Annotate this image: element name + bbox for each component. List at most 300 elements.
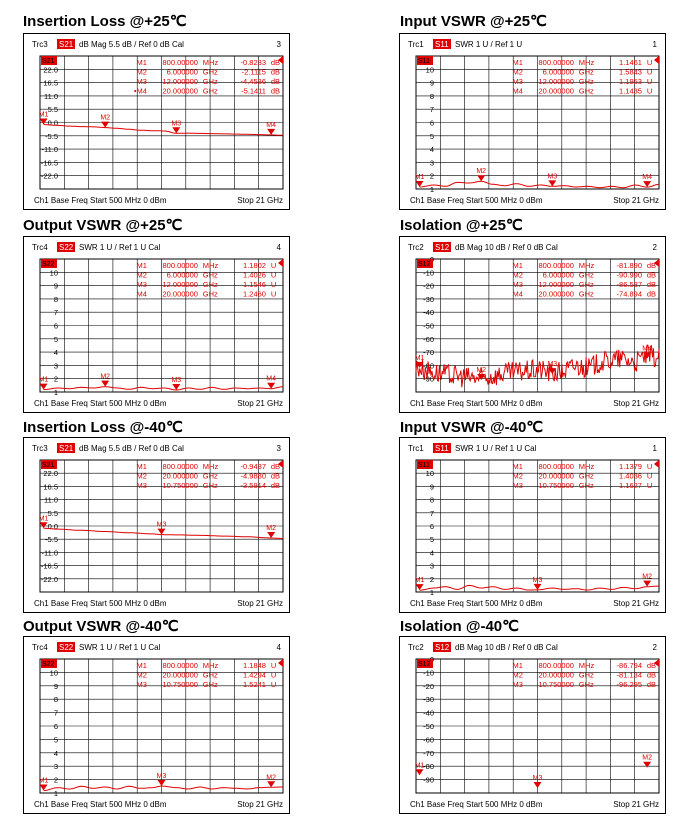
y-tick-label: -16.5 [40,561,58,571]
trace-label: Trc3 [32,444,48,453]
marker-table-cell: GHz [578,481,594,490]
marker-table-cell: -4.9880 [240,471,266,481]
chart-svg [400,34,665,209]
trace-label: Trc4 [32,643,48,652]
ref-label: S22 [42,261,55,268]
y-tick-label: -90 [423,775,434,785]
y-tick-label: 9 [429,78,434,88]
param-label: S21 [59,444,74,453]
y-tick-label: -22.0 [40,574,58,584]
footer-stop: Stop 21 GHz [613,196,659,205]
marker-label: M2 [476,367,487,375]
y-tick-label: 3 [53,762,58,772]
y-tick-label: -80 [423,762,434,772]
marker-table-cell: GHz [578,289,594,299]
marker-table-cell: M1 [136,462,147,471]
marker-table-cell: U [270,270,277,280]
marker-table-cell: 1.1627 [619,481,642,490]
y-tick-label: -60 [423,735,434,745]
marker-m3 [534,584,542,590]
marker-table-cell: M4 [512,289,523,299]
marker-table-cell: M1 [136,661,147,670]
marker-table-cell: dB [646,289,657,299]
y-tick-label: -10 [423,268,434,278]
y-tick-label: -50 [423,722,434,731]
trace-line [44,125,283,136]
footer-start: Ch1 Base Freq Start 500 MHz 0 dBm [410,800,543,809]
marker-table-cell: dB [646,261,657,270]
y-tick-label: 5.5 [47,508,58,518]
marker-label: M1 [414,577,425,585]
ref-arrow [278,259,283,267]
marker-table-cell: 1.1461 [619,58,642,67]
marker-m4 [643,181,651,187]
trace-label: Trc2 [408,643,424,652]
marker-table-cell: M3 [512,481,523,490]
chart-svg [24,637,289,813]
marker-table-cell: M1 [512,661,523,670]
y-tick-label: 8 [429,495,434,505]
marker-m1 [40,522,48,528]
chart-svg [24,237,289,412]
marker-table-cell: 20.000000 [162,86,198,96]
marker-m3 [172,384,180,390]
marker-table-cell: U [646,471,653,481]
y-tick-label: 22.0 [43,65,58,75]
y-tick-label: 4 [429,548,434,558]
marker-table-cell: 6.000000 [166,270,198,280]
y-tick-label: 2 [429,171,434,181]
y-tick-label: 1 [429,185,434,194]
marker-table-cell: •M4 [133,86,147,96]
chart-isolation-m40 [399,636,666,814]
channel-index: 4 [276,243,281,252]
trace-label: Trc1 [408,40,424,49]
marker-table-cell: -86.794 [616,661,642,670]
y-tick-label: -20 [423,281,434,291]
marker-table-cell: GHz [202,86,218,96]
marker-m4 [267,383,275,389]
marker-table-cell: 1.4294 [243,670,266,680]
param-label: S21 [59,40,74,49]
y-tick-label: -70 [423,348,434,358]
marker-label: M1 [38,111,49,119]
y-tick-label: 5 [53,735,58,745]
ref-label: S11 [418,462,430,469]
marker-table-cell: -96.295 [616,680,642,689]
channel-index: 1 [652,40,657,49]
marker-table-cell: 20.000000 [538,86,574,96]
marker-table-cell: 6.000000 [542,67,574,77]
y-tick-label: 22.0 [43,469,58,479]
marker-table-cell: M4 [512,86,523,96]
marker-m4 [267,129,275,135]
y-tick-label: -40 [423,308,434,318]
marker-table-cell: dB [270,77,281,86]
marker-table-cell: dB [646,661,657,670]
y-tick-label: 11.0 [43,91,58,101]
param-label: S22 [59,643,74,652]
footer-stop: Stop 21 GHz [613,599,659,608]
marker-m1 [416,584,424,590]
y-tick-label: -30 [423,294,434,304]
y-tick-label: 9 [429,482,434,492]
channel-index: 2 [652,243,657,252]
marker-table-cell: 6.000000 [542,270,574,280]
marker-table-cell: dB [270,67,281,77]
marker-table-cell: 800.00000 [162,261,198,270]
marker-m2 [267,781,275,787]
marker-label: M3 [532,576,543,584]
marker-label: M1 [38,515,49,523]
marker-label: M4 [266,375,277,383]
marker-label: M1 [38,376,49,384]
marker-table-cell: MHz [202,58,219,67]
y-tick-label: 0.0 [47,118,58,128]
trace-label: Trc2 [408,243,424,252]
marker-table-cell: MHz [578,261,595,270]
y-tick-label: 8 [53,695,58,705]
footer-stop: Stop 21 GHz [237,800,283,809]
marker-table-cell: 1.1802 [243,261,266,270]
marker-table-cell: M1 [136,58,147,67]
footer-stop: Stop 21 GHz [237,399,283,408]
marker-table-cell: -74.894 [616,289,642,299]
y-tick-label: 6 [429,118,434,128]
y-tick-label: 11.0 [43,495,58,505]
y-tick-label: -50 [423,321,434,331]
marker-table-cell: -90.990 [616,270,642,280]
y-tick-label: -20 [423,681,434,691]
panel-title-insertion-loss-25: Insertion Loss @+25℃ [23,13,187,30]
y-tick-label: -30 [423,695,434,705]
marker-label: M3 [547,361,558,369]
marker-table-cell: U [646,86,653,96]
header-settings: SWR 1 U / Ref 1 U Cal [455,444,537,453]
chart-output-vswr-m40 [23,636,290,814]
marker-m3 [158,780,166,786]
marker-table-cell: M3 [136,680,147,689]
header-settings: dB Mag 10 dB / Ref 0 dB Cal [455,243,558,252]
y-tick-label: -11.0 [41,145,58,155]
chart-input-vswr-25 [399,33,666,210]
header-settings: dB Mag 5.5 dB / Ref 0 dB Cal [79,444,184,453]
y-tick-label: -5.5 [45,131,58,141]
trace-line [44,387,283,390]
y-tick-label: 2 [429,574,434,584]
trace-label: Trc4 [32,243,48,252]
marker-table-cell: 1.1379 [619,462,642,471]
marker-table-cell: M2 [512,471,523,481]
y-tick-label: -80 [423,361,434,371]
marker-label: M2 [100,114,111,122]
param-label: S12 [435,243,450,252]
y-tick-label: -40 [423,708,434,718]
marker-table-cell: 1.4036 [619,471,642,481]
header-settings: dB Mag 10 dB / Ref 0 dB Cal [455,643,558,652]
y-tick-label: -10 [423,668,434,678]
marker-table-cell: 1.1848 [243,661,266,670]
marker-table-cell: 800.00000 [538,58,574,67]
marker-table-cell: 20.000000 [162,289,198,299]
marker-table-cell: 1.1546 [243,280,266,289]
ref-label: S21 [42,58,55,65]
ref-arrow [654,460,659,468]
marker-m1 [416,181,424,187]
channel-index: 4 [276,643,281,652]
marker-table-cell: -0.8233 [240,58,266,67]
marker-table-cell: M2 [136,670,147,680]
marker-label: M1 [414,762,425,770]
marker-table-cell: GHz [578,67,594,77]
marker-table-cell: GHz [202,270,218,280]
marker-table-cell: -81.134 [616,670,642,680]
y-tick-label: 3 [53,361,58,371]
marker-table-cell: dB [270,481,281,490]
panel-title-output-vswr-25: Output VSWR @+25℃ [23,217,183,234]
marker-table-cell: M2 [136,67,147,77]
marker-table-cell: GHz [578,86,594,96]
footer-start: Ch1 Base Freq Start 500 MHz 0 dBm [410,399,543,408]
marker-table-cell: U [270,280,277,289]
header-settings: SWR 1 U / Ref 1 U Cal [79,643,161,652]
ref-label: S12 [418,661,431,668]
marker-table-cell: GHz [578,471,594,481]
y-tick-label: 5 [429,535,434,545]
y-tick-label: 6 [53,321,58,331]
marker-table-cell: M2 [512,67,523,77]
marker-label: M4 [642,345,653,353]
marker-table-cell: M1 [512,462,523,471]
marker-label: M3 [171,120,182,128]
trace-line [420,181,659,187]
y-tick-label: 16.5 [43,482,58,492]
y-tick-label: 8 [53,294,58,304]
y-tick-label: 3 [429,158,434,168]
chart-input-vswr-m40 [399,437,666,613]
ref-arrow [278,659,283,667]
header-settings: SWR 1 U / Ref 1 U [455,40,523,49]
marker-table-cell: GHz [202,280,218,289]
marker-label: M1 [414,174,425,182]
y-tick-label: 7 [53,308,58,318]
marker-table-cell: 1.4026 [243,270,266,280]
param-label: S22 [59,243,74,252]
marker-label: M2 [266,524,277,532]
marker-table-cell: dB [270,471,281,481]
y-tick-label: 16.5 [43,78,58,88]
y-tick-label: 10 [425,469,434,479]
channel-index: 3 [276,444,281,453]
panel-title-isolation-25: Isolation @+25℃ [400,217,523,234]
marker-table-cell: GHz [202,67,218,77]
marker-table-cell: 12.000000 [162,280,198,289]
marker-table-cell: 800.00000 [162,661,198,670]
marker-table-cell: -4.4536 [240,77,266,86]
marker-table-cell: M3 [136,481,147,490]
chart-svg [400,637,665,813]
header-settings: dB Mag 5.5 dB / Ref 0 dB Cal [79,40,184,49]
marker-table-cell: M2 [136,471,147,481]
marker-table-cell: M1 [136,261,147,270]
marker-m2 [643,581,651,587]
ref-label: S12 [418,261,431,268]
marker-label: M1 [414,354,425,362]
marker-table-cell: dB [646,680,657,689]
marker-table-cell: GHz [202,670,218,680]
marker-table-cell: GHz [578,77,594,86]
marker-table-cell: dB [646,280,657,289]
y-tick-label: 10 [49,668,58,678]
marker-label: M2 [476,168,487,176]
y-tick-label: 2 [53,374,58,384]
y-tick-label: 4 [53,748,58,758]
marker-table-cell: MHz [578,58,595,67]
channel-index: 1 [652,444,657,453]
marker-table-cell: dB [270,58,281,67]
footer-start: Ch1 Base Freq Start 500 MHz 0 dBm [410,599,543,608]
marker-m2 [267,532,275,538]
marker-table-cell: M3 [512,77,523,86]
param-label: S11 [435,40,449,49]
marker-table-cell: 1.5843 [619,67,642,77]
y-tick-label: 10 [425,65,434,75]
y-tick-label: -60 [423,334,434,344]
y-tick-label: 5 [53,334,58,344]
marker-table-cell: M3 [512,280,523,289]
marker-table-cell: dB [270,462,281,471]
y-tick-label: 6 [429,522,434,531]
marker-table-cell: 1.1435 [619,86,642,96]
footer-start: Ch1 Base Freq Start 500 MHz 0 dBm [34,196,167,205]
marker-table-cell: M3 [136,280,147,289]
marker-table-cell: M2 [512,670,523,680]
marker-table-cell: 12.000000 [538,280,574,289]
marker-table-cell: 10.750000 [162,481,198,490]
marker-label: M1 [38,777,49,785]
panel-title-input-vswr-25: Input VSWR @+25℃ [400,13,547,30]
marker-m3 [158,529,166,535]
marker-m3 [172,127,180,133]
marker-table-cell: 6.000000 [166,67,198,77]
marker-table-cell: -2.1115 [241,67,266,77]
y-tick-label: 2 [53,775,58,785]
marker-table-cell: dB [646,670,657,680]
marker-label: M4 [642,174,653,182]
y-tick-label: 9 [53,681,58,691]
marker-table-cell: GHz [578,270,594,280]
marker-label: M3 [156,772,167,780]
panel-title-output-vswr-m40: Output VSWR @-40℃ [23,618,179,635]
ref-arrow [654,56,659,64]
chart-insertion-loss-25 [23,33,290,210]
chart-svg [24,34,289,209]
marker-table-cell: 1.5241 [243,680,266,689]
marker-table-cell: U [270,261,277,270]
y-tick-label: -22.0 [40,171,58,181]
marker-table-cell: M3 [512,680,523,689]
header-settings: SWR 1 U / Ref 1 U Cal [79,243,161,252]
marker-table-cell: 1.1953 [619,77,642,86]
marker-table-cell: M2 [136,270,147,280]
marker-table-cell: 20.000000 [538,471,574,481]
y-tick-label: 0.0 [47,522,58,531]
marker-m1 [416,769,424,775]
marker-m1 [40,785,48,791]
y-tick-label: 1 [53,789,58,798]
y-tick-label: 6 [53,722,58,731]
marker-table-cell: M1 [512,58,523,67]
marker-table-cell: GHz [578,280,594,289]
y-tick-label: 7 [53,708,58,718]
marker-table-cell: 20.000000 [162,471,198,481]
marker-label: M2 [100,373,111,381]
marker-table-cell: GHz [202,680,218,689]
y-tick-label: 1 [429,588,434,597]
marker-label: M2 [642,573,653,581]
footer-stop: Stop 21 GHz [613,399,659,408]
chart-svg [400,237,665,412]
y-tick-label: 4 [53,348,58,358]
ref-label: S11 [418,58,430,65]
chart-output-vswr-25 [23,236,290,413]
marker-m3 [534,782,542,788]
marker-m2 [101,122,109,128]
channel-index: 3 [276,40,281,49]
y-tick-label: 7 [429,508,434,518]
marker-m1 [40,384,48,390]
marker-table-cell: GHz [202,77,218,86]
panel-title-isolation-m40: Isolation @-40℃ [400,618,519,635]
marker-table-cell: M1 [512,261,523,270]
y-tick-label: 9 [53,281,58,291]
marker-table-cell: 1.2460 [243,289,266,299]
footer-start: Ch1 Base Freq Start 500 MHz 0 dBm [34,800,167,809]
marker-table-cell: 800.00000 [162,462,198,471]
marker-table-cell: GHz [202,289,218,299]
marker-table-cell: -81.890 [616,261,642,270]
marker-table-cell: dB [646,270,657,280]
marker-table-cell: 800.00000 [538,661,574,670]
y-tick-label: -11.0 [41,548,58,558]
ref-label: S22 [42,661,55,668]
chart-svg [24,438,289,612]
marker-table-cell: GHz [202,481,218,490]
marker-label: M3 [171,376,182,384]
y-tick-label: -16.5 [40,158,58,168]
marker-table-cell: GHz [202,471,218,481]
trace-line [44,786,283,791]
marker-table-cell: -5.1411 [241,86,266,96]
footer-start: Ch1 Base Freq Start 500 MHz 0 dBm [34,399,167,408]
marker-table-cell: 10.750000 [538,680,574,689]
ref-label: S21 [42,462,55,469]
chart-svg [400,438,665,612]
y-tick-label: -90 [423,374,434,384]
marker-m2 [477,175,485,181]
footer-start: Ch1 Base Freq Start 500 MHz 0 dBm [34,599,167,608]
y-tick-label: 3 [429,561,434,571]
marker-label: M2 [642,754,653,762]
y-tick-label: 8 [429,91,434,101]
marker-table-cell: 800.00000 [538,261,574,270]
footer-stop: Stop 21 GHz [237,196,283,205]
y-tick-label: 5.5 [47,105,58,115]
y-tick-label: -70 [423,748,434,758]
footer-start: Ch1 Base Freq Start 500 MHz 0 dBm [410,196,543,205]
marker-table-cell: U [270,661,277,670]
panel-title-insertion-loss-m40: Insertion Loss @-40℃ [23,419,183,436]
